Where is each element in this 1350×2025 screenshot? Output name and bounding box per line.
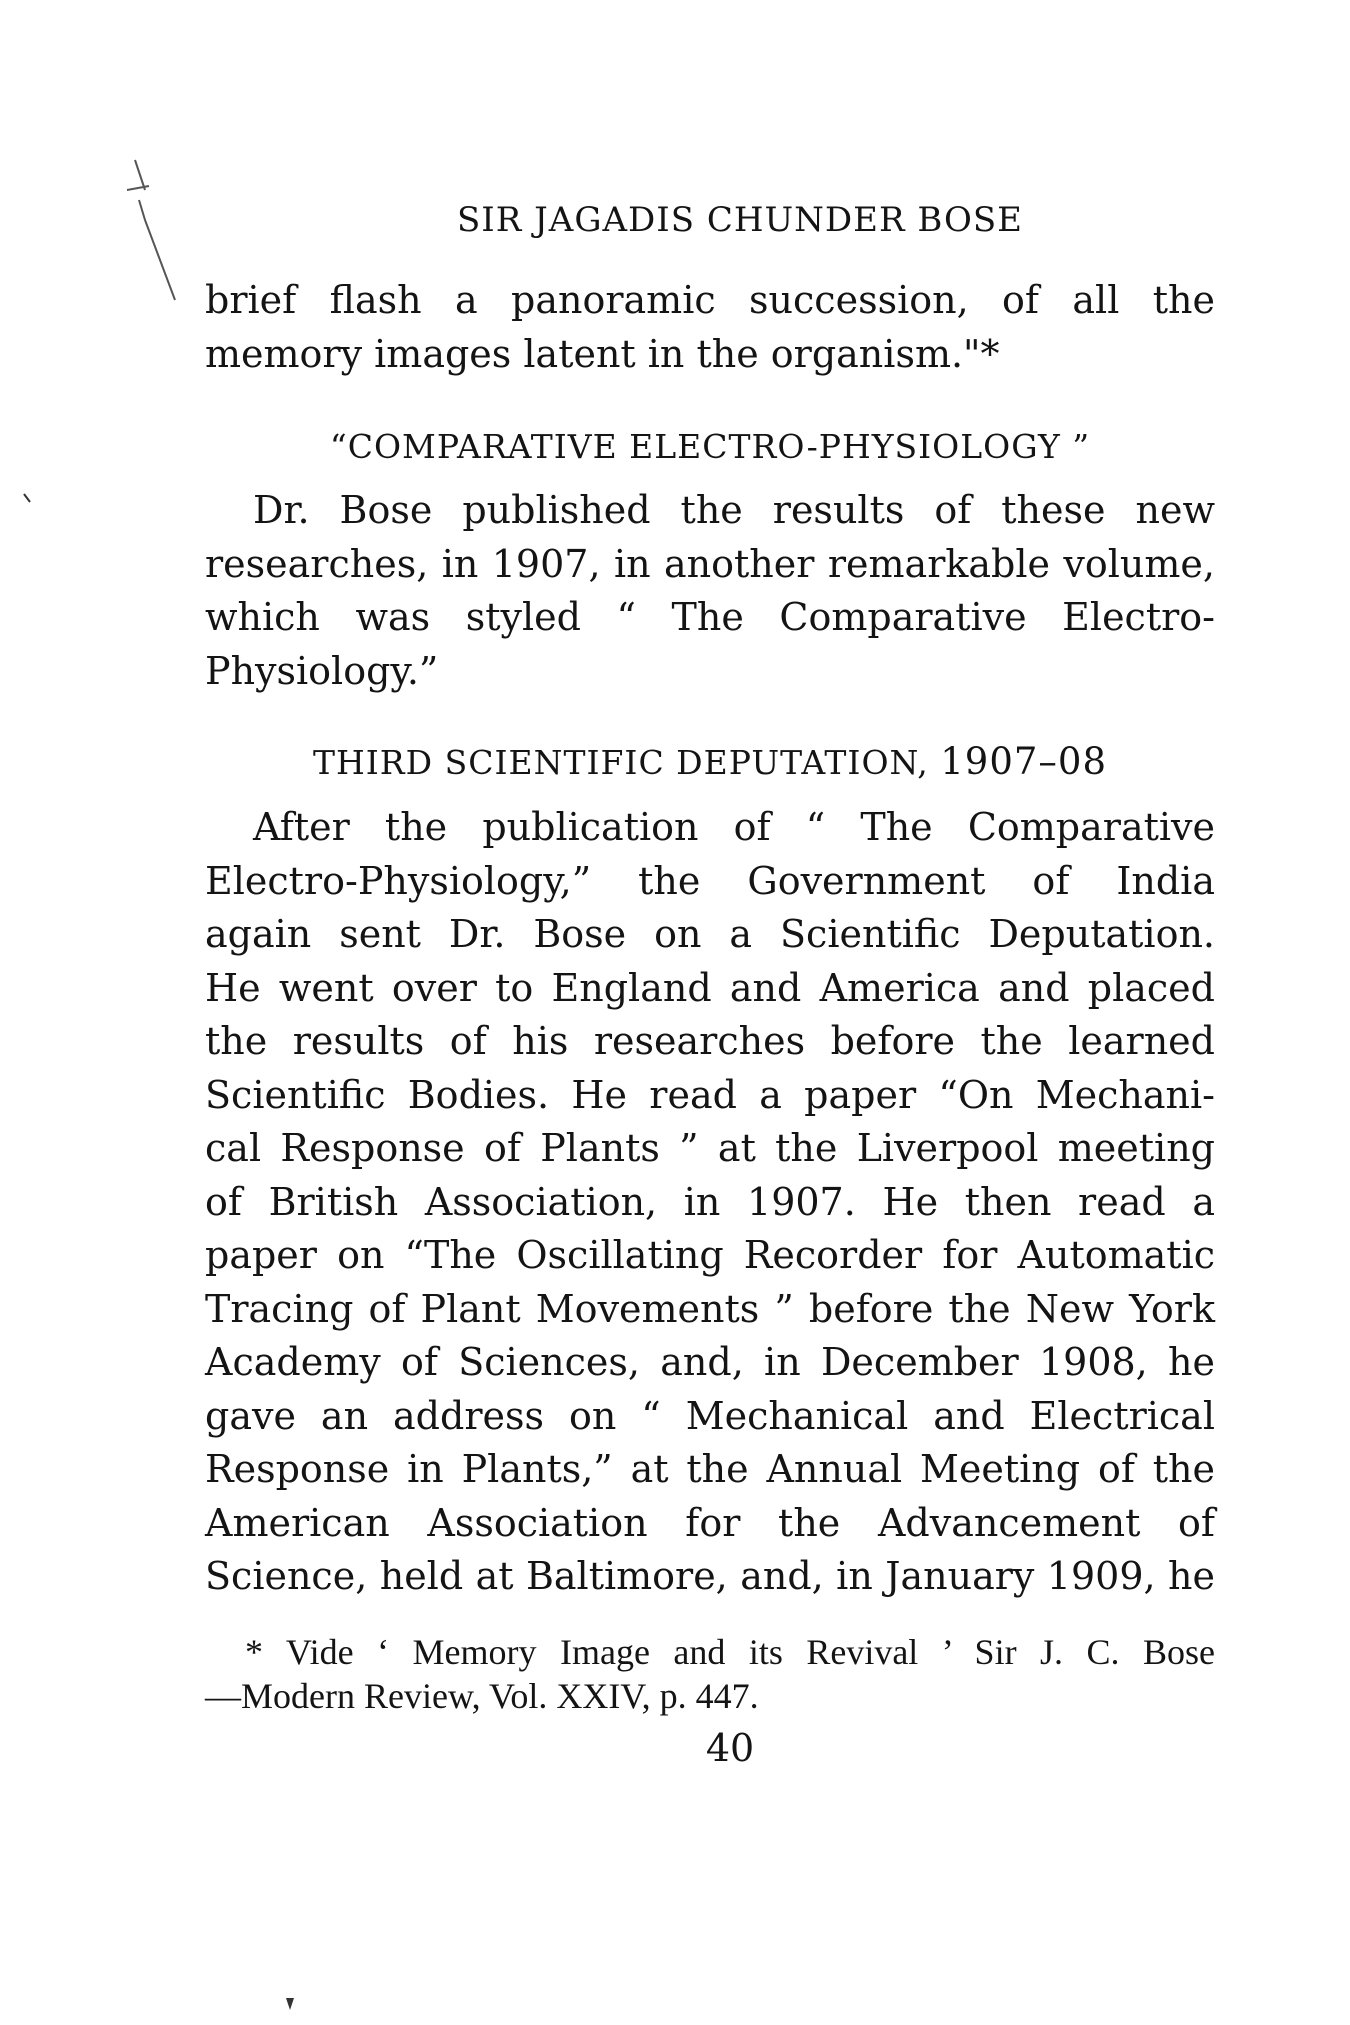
text-line: the results of his researches before the learned bbox=[205, 1019, 1215, 1063]
scan-mark bbox=[105, 150, 185, 310]
heading-text: THIRD SCIENTIFIC DEPUTATION, bbox=[312, 743, 929, 782]
text-line: After the publication of “ The Comparative bbox=[253, 805, 1215, 849]
text-line: Tracing of Plant Movements ” before the New York bbox=[205, 1286, 1215, 1331]
page-number: 40 bbox=[705, 1725, 755, 1770]
book-page bbox=[205, 200, 1215, 1770]
text-line: researches, in 1907, in another remarkable volume, bbox=[205, 541, 1215, 586]
section-heading-comparative: “COMPARATIVE ELECTRO-PHYSIOLOGY ” bbox=[329, 427, 1091, 466]
running-head: SIR JAGADIS CHUNDER BOSE bbox=[457, 200, 1023, 240]
section-heading-deputation bbox=[205, 740, 1215, 783]
scan-dot bbox=[280, 1996, 300, 2016]
text-line: gave an address on “ Mechanical and Electrical bbox=[205, 1393, 1215, 1438]
opening-paragraph bbox=[205, 274, 1215, 381]
text-line: cal Response of Plants ” at the Liverpool meeting bbox=[205, 1126, 1215, 1170]
text-line: which was styled “ The Comparative Electro- bbox=[205, 595, 1215, 639]
footnote bbox=[205, 1630, 1215, 1718]
footnote-line: * Vide ‘ Memory Image and its Revival ’ Sir J. C. Bose bbox=[245, 1631, 1215, 1672]
text-line: He went over to England and America and placed bbox=[205, 965, 1215, 1010]
text-line: brief flash a panoramic succession, of all the bbox=[205, 278, 1215, 322]
text-line: again sent Dr. Bose on a Scientific Deputation. bbox=[205, 912, 1215, 956]
text-line: American Association for the Advancement of bbox=[205, 1500, 1215, 1545]
scan-dot bbox=[20, 490, 40, 510]
section-deputation-paragraph bbox=[205, 801, 1215, 1604]
text-line: Physiology.” bbox=[205, 648, 439, 693]
text-line: Academy of Sciences, and, in December 1908, he bbox=[205, 1340, 1215, 1384]
text-line: Electro-Physiology,” the Government of India bbox=[205, 858, 1215, 903]
text-line: of British Association, in 1907. He then read a bbox=[205, 1179, 1215, 1224]
footnote-line: —Modern Review, Vol. XXIV, p. 447. bbox=[205, 1675, 759, 1716]
text-line: paper on “The Oscillating Recorder for Automatic bbox=[205, 1233, 1215, 1277]
text-line: Scientific Bodies. He read a paper “On Mechani- bbox=[205, 1072, 1215, 1117]
text-line: Response in Plants,” at the Annual Meeting of the bbox=[205, 1447, 1215, 1491]
text-line: memory images latent in the organism."* bbox=[205, 331, 1000, 376]
section-comparative-paragraph bbox=[205, 484, 1215, 698]
heading-year: 1907–08 bbox=[940, 740, 1107, 783]
text-line: Dr. Bose published the results of these new bbox=[253, 488, 1215, 532]
text-line: Science, held at Baltimore, and, in January 1909, he bbox=[205, 1554, 1215, 1598]
